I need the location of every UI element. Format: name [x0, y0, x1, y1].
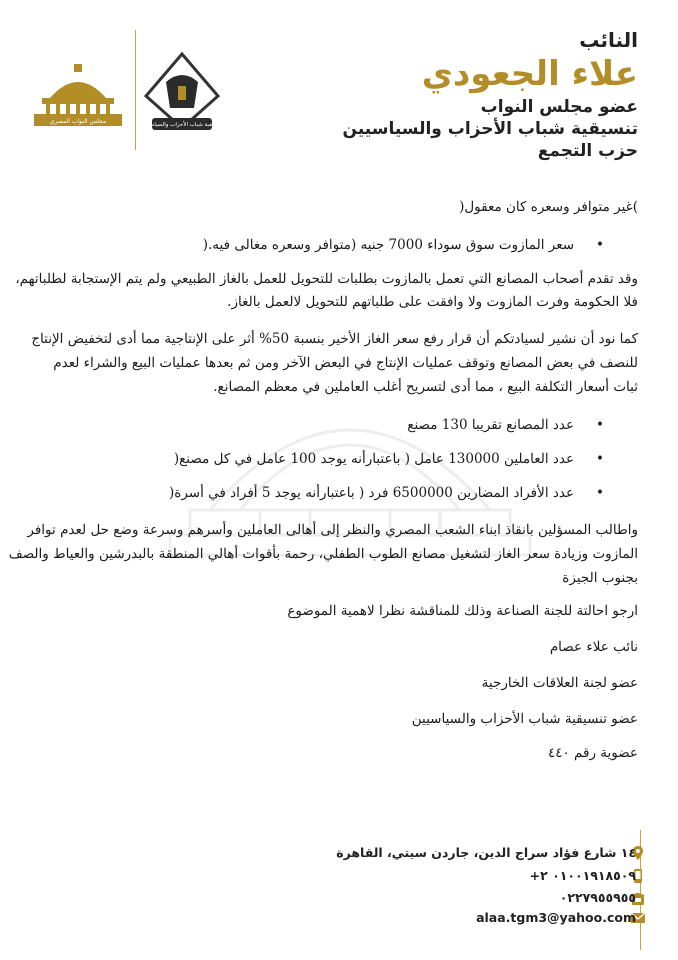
signature-membership: عضوية رقم ٤٤٠ — [547, 745, 638, 761]
parliament-caption: مجلس النواب المصري — [49, 118, 107, 125]
bullet-workers: • عدد العاملين 130000 عامل ( باعتبارأنه يوجد 100 عامل في كل مصنع( — [174, 448, 638, 471]
header-role-parliament: عضو مجلس النواب — [480, 97, 638, 117]
body-line-top: )غير متوافر وسعره كان معقول( — [459, 199, 638, 215]
header-role-party: حزب التجمع — [537, 141, 638, 161]
footer-phone: ٠٢٢٧٩٥٥٩٥٥ — [559, 890, 636, 905]
header-role-coordination: تنسيقية شباب الأحزاب والسياسيين — [342, 119, 638, 139]
para3-line1: واطالب المسؤلين بانقاذ ابناء الشعب المصري والنظر إلى أهالى العاملين وأسرهم وسرعة وضع حل لعدم توافر — [27, 522, 638, 538]
para2-line2: للنصف في بعض المصانع وتوقف عمليات الإنتاج في البعض الآخر ومن ثم بعدها عمليات البيع والشراء لعدم — [53, 355, 638, 371]
header-divider — [135, 30, 136, 150]
footer-address: ١٤ شارع فؤاد سراج الدين، جاردن سيتي، القاهرة — [336, 845, 636, 860]
signature-name: نائب علاء عصام — [549, 639, 638, 655]
bullet-factories: • عدد المصانع تقريبا 130 مصنع — [407, 414, 638, 437]
coordination-caption: تنسيقية شباب الأحزاب والسياسيين — [142, 122, 222, 128]
parliament-logo — [28, 60, 128, 128]
header-name: علاء الجعودي — [421, 54, 638, 94]
para3-line3: بجنوب الجيزة — [562, 570, 638, 586]
footer-email[interactable]: alaa.tgm3@yahoo.com — [476, 910, 636, 925]
para3-line2: المازوت وزيادة سعر الغاز لتشغيل مصانع الطوب الطفلي، رحمة بأقوات أهالي المنطقة بالبدرشين والعياط والصف — [8, 546, 638, 562]
signature-role-coordination: عضو تنسيقية شباب الأحزاب والسياسيين — [411, 711, 638, 727]
coordination-logo — [142, 52, 222, 134]
footer-mobile: ٠١٠٠١٩١٨٥٠٩ ٢+ — [529, 868, 636, 883]
bullet-affected: • عدد الأفراد المضارين 6500000 فرد ( باعتبارأنه يوجد 5 أفراد في أسرة( — [169, 482, 638, 505]
letterhead — [343, 28, 638, 162]
signature-role-foreign: عضو لجنة العلاقات الخارجية — [481, 675, 638, 691]
para2-line1: كما نود أن نشير لسيادتكم أن قرار رفع سعر الغاز الأخير بنسبة 50% أثر على الإنتاجية مما أدى لتخفيض الإنتاج — [31, 331, 638, 347]
para1-line2: فلا الحكومة وفرت المازوت ولا وافقت على طلباتهم للتحويل لالعمل بالغاز. — [227, 294, 638, 310]
request-line: ارجو احالتة للجنة الصناعة وذلك للمناقشة نظرا لاهمية الموضوع — [287, 603, 638, 619]
header-title: النائب — [579, 28, 638, 52]
bullet-mazout: • سعر المازوت سوق سوداء 7000 جنيه (متوافر وسعره مغالى فيه.( — [203, 234, 638, 257]
para1-line1: وقد تقدم أصحاب المصانع التي تعمل بالمازوت بطلبات للتحويل للعمل بالغاز الطبيعي ولم يتم الإستجابة لطلباتهم، — [15, 271, 638, 287]
para2-line3: ثبات أسعار التكلفة البيع ، مما أدى لتسريح أغلب العاملين في معظم المصانع. — [213, 379, 638, 395]
